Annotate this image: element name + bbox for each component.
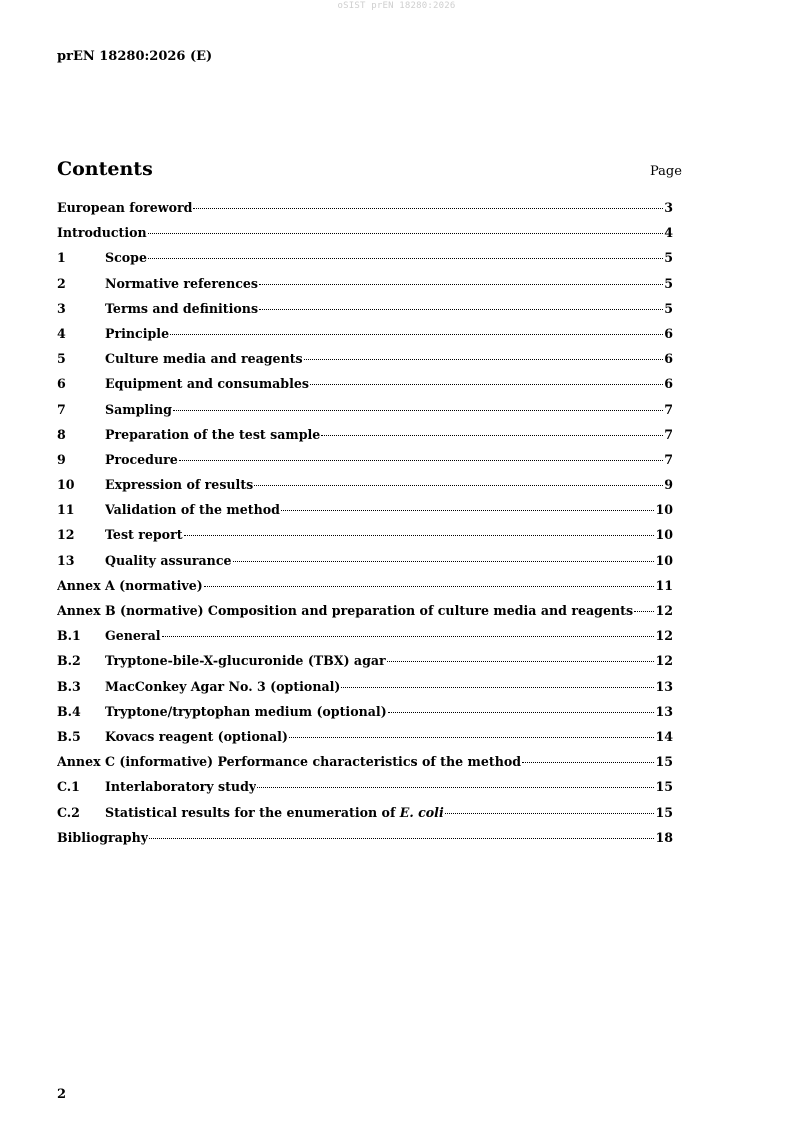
toc-entry[interactable] [57, 351, 673, 376]
toc-entry[interactable] [57, 427, 673, 452]
toc-entry-title [57, 225, 147, 240]
toc-entry-title-text: European foreword [57, 200, 193, 215]
toc-entry-title-text: Interlaboratory study [105, 779, 257, 795]
toc-dot-leader [259, 309, 663, 310]
toc-dot-leader [259, 284, 663, 285]
toc-entry-page: 10 [655, 502, 673, 518]
toc-entry-number: C.2 [57, 804, 80, 820]
toc-entry-title [57, 830, 148, 845]
toc-entry[interactable] [57, 754, 673, 779]
toc-entry[interactable] [57, 779, 673, 804]
contents-title: Contents [57, 158, 153, 180]
toc-entry-title [105, 628, 161, 643]
toc-dot-leader [184, 535, 655, 536]
toc-entry-number: 2 [57, 275, 66, 291]
toc-entry-title [105, 653, 386, 668]
toc-entry[interactable] [57, 553, 673, 578]
toc-dot-leader [445, 813, 655, 814]
toc-dot-leader [310, 384, 663, 385]
toc-entry-title-text: Equipment and consumables [105, 376, 310, 392]
toc-entry-number: 13 [57, 552, 75, 568]
toc-entry-page: 3 [664, 200, 673, 215]
toc-entry-number: C.1 [57, 779, 80, 795]
toc-entry[interactable] [57, 376, 673, 401]
toc-entry[interactable] [57, 704, 673, 729]
toc-entry-title-text: Expression of results [105, 477, 254, 493]
toc-dot-leader [341, 687, 654, 688]
toc-entry[interactable] [57, 603, 673, 628]
toc-entry-number: 6 [57, 376, 66, 392]
toc-entry[interactable] [57, 402, 673, 427]
toc-dot-leader [281, 510, 655, 511]
toc-entry-title-text: Scope [105, 250, 147, 266]
toc-entry-page: 5 [664, 275, 673, 291]
toc-entry-title-text: Bibliography [57, 829, 149, 845]
toc-entry[interactable] [57, 301, 673, 326]
toc-entry-title [105, 376, 309, 391]
toc-entry-title [57, 754, 521, 769]
toc-entry-title [105, 276, 258, 291]
toc-entry-title [105, 779, 256, 794]
toc-entry-title-italic: E. coli [399, 804, 444, 820]
toc-dot-leader [148, 258, 663, 259]
toc-entry-page: 12 [655, 653, 673, 669]
toc-entry-number: 3 [57, 300, 66, 316]
toc-entry-number: 1 [57, 250, 66, 266]
toc-entry-title [105, 553, 232, 568]
toc-entry-page: 7 [664, 451, 673, 467]
toc-dot-leader [321, 435, 663, 436]
toc-dot-leader [233, 561, 655, 562]
toc-entry-title-text: Procedure [105, 451, 178, 467]
toc-entry-title-text: Tryptone/tryptophan medium (optional) [105, 703, 387, 719]
toc-entry-title-text: Annex B (normative) Composition and preparation of culture media and reagents [57, 603, 634, 618]
toc-entry-page: 14 [655, 728, 673, 744]
page-column-label: Page [650, 164, 682, 179]
toc-dot-leader [522, 762, 654, 763]
toc-entry-number: B.3 [57, 678, 81, 694]
toc-entry-title [105, 729, 288, 744]
toc-entry-title-text: Kovacs reagent (optional) [105, 728, 288, 744]
toc-entry-title-text: Tryptone-bile-X-glucuronide (TBX) agar [105, 653, 386, 669]
toc-entry-title-text: Introduction [57, 225, 147, 241]
toc-dot-leader [304, 359, 664, 360]
toc-entry[interactable] [57, 653, 673, 678]
toc-entry-page: 12 [655, 628, 673, 644]
toc-dot-leader [204, 586, 655, 587]
toc-entry-title [105, 805, 444, 820]
toc-entry-number: B.1 [57, 628, 81, 644]
toc-entry-title [57, 200, 192, 215]
toc-dot-leader [148, 233, 664, 234]
toc-entry-title [105, 427, 320, 442]
toc-entry-number: B.2 [57, 653, 81, 669]
toc-entry-title [105, 502, 280, 517]
toc-entry-title-text: Statistical results for the enumeration of [105, 804, 400, 820]
toc-dot-leader [387, 661, 655, 662]
toc-dot-leader [162, 636, 655, 637]
toc-entry[interactable] [57, 578, 673, 603]
toc-entry-page: 7 [664, 401, 673, 417]
toc-entry-title-text: Validation of the method [105, 502, 280, 518]
toc-dot-leader [149, 838, 654, 839]
toc-entry[interactable] [57, 679, 673, 704]
toc-entry[interactable] [57, 477, 673, 502]
table-of-contents [57, 200, 673, 855]
toc-entry-title [105, 679, 340, 694]
toc-entry-number: 5 [57, 351, 66, 367]
toc-entry-title [105, 351, 303, 366]
document-id: prEN 18280:2026 (E) [57, 49, 213, 64]
toc-entry-page: 5 [664, 300, 673, 316]
toc-dot-leader [193, 208, 663, 209]
toc-dot-leader [179, 460, 663, 461]
toc-entry[interactable] [57, 830, 673, 855]
toc-dot-leader [289, 737, 655, 738]
watermark: oSIST prEN 18280:2026 [337, 1, 456, 11]
toc-entry-page: 9 [664, 477, 673, 493]
toc-entry-title-text: MacConkey Agar No. 3 (optional) [105, 678, 341, 694]
toc-entry[interactable] [57, 452, 673, 477]
toc-entry-title-text: Quality assurance [105, 552, 232, 568]
toc-entry-page: 6 [664, 351, 673, 367]
toc-entry-number: 8 [57, 426, 66, 442]
toc-dot-leader [388, 712, 655, 713]
toc-dot-leader [634, 611, 654, 612]
toc-entry-number: 9 [57, 451, 66, 467]
toc-entry-page: 15 [655, 804, 673, 820]
toc-entry-title [105, 326, 169, 341]
toc-entry[interactable] [57, 502, 673, 527]
toc-entry-title [105, 477, 253, 492]
toc-entry[interactable] [57, 527, 673, 552]
toc-entry-number: B.4 [57, 703, 81, 719]
toc-entry-title-text: Terms and definitions [105, 300, 259, 316]
toc-entry-title [57, 578, 203, 593]
toc-dot-leader [257, 787, 654, 788]
toc-entry-title [105, 527, 183, 542]
toc-entry-page: 11 [655, 577, 673, 593]
toc-dot-leader [254, 485, 663, 486]
toc-entry-title [105, 452, 178, 467]
toc-dot-leader [170, 334, 663, 335]
toc-entry-title [57, 603, 633, 618]
toc-entry-title [105, 250, 147, 265]
toc-entry-page: 10 [655, 552, 673, 568]
toc-entry-page: 15 [655, 779, 673, 795]
toc-entry-number: B.5 [57, 728, 81, 744]
toc-entry-title-text: Annex A (normative) [57, 577, 203, 593]
toc-entry[interactable] [57, 628, 673, 653]
toc-entry[interactable] [57, 200, 673, 225]
toc-entry[interactable] [57, 326, 673, 351]
toc-entry-page: 5 [664, 250, 673, 266]
toc-entry-title [105, 704, 387, 719]
toc-entry-title [105, 301, 258, 316]
toc-entry-title-text: General [105, 628, 161, 644]
toc-entry-title-text: Principle [105, 325, 170, 341]
toc-entry-page: 15 [655, 754, 673, 770]
toc-entry-page: 7 [664, 426, 673, 442]
toc-entry-title-text: Preparation of the test sample [105, 426, 321, 442]
toc-entry-page: 18 [655, 829, 673, 845]
toc-entry-number: 7 [57, 401, 66, 417]
toc-entry-page: 13 [655, 678, 673, 694]
toc-entry-page: 6 [664, 376, 673, 392]
toc-entry[interactable] [57, 276, 673, 301]
toc-dot-leader [173, 410, 663, 411]
toc-entry-title-text: Normative references [105, 275, 259, 291]
toc-entry-number: 4 [57, 325, 66, 341]
toc-entry-number: 10 [57, 477, 75, 493]
toc-entry[interactable] [57, 225, 673, 250]
toc-entry-title [105, 402, 172, 417]
toc-entry-number: 12 [57, 527, 75, 543]
toc-entry-page: 13 [655, 703, 673, 719]
toc-entry[interactable] [57, 805, 673, 830]
toc-entry-page: 6 [664, 325, 673, 341]
toc-entry-number: 11 [57, 502, 75, 518]
toc-entry-title-text: Sampling [105, 401, 172, 417]
toc-entry[interactable] [57, 250, 673, 275]
page-number: 2 [57, 1087, 67, 1102]
toc-entry-page: 4 [664, 225, 673, 241]
toc-entry-title-text: Culture media and reagents [105, 351, 303, 367]
toc-entry[interactable] [57, 729, 673, 754]
toc-entry-page: 12 [655, 603, 673, 618]
toc-entry-page: 10 [655, 527, 673, 543]
toc-entry-title-text: Test report [105, 527, 183, 543]
toc-entry-title-text: Annex C (informative) Performance characteristics of the method [57, 754, 522, 770]
